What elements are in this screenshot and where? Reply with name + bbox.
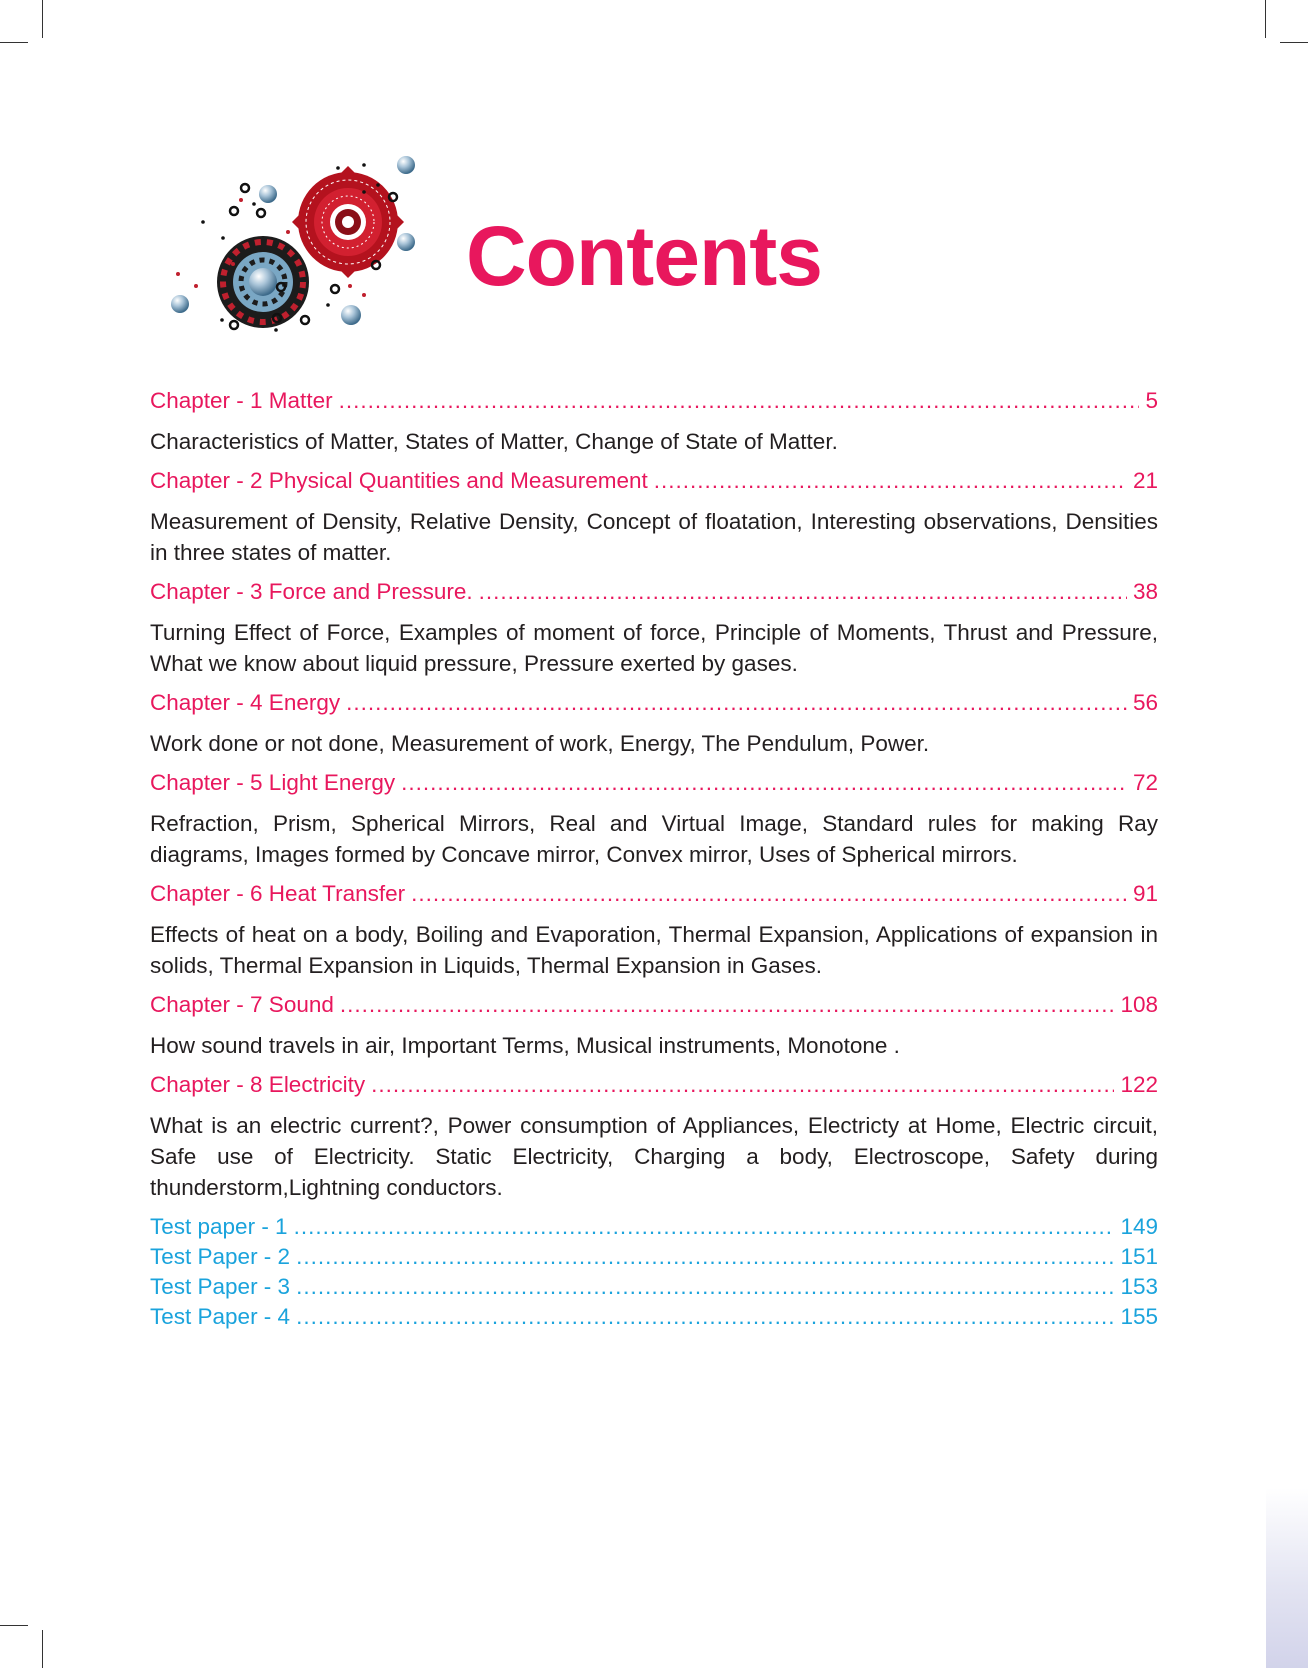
- toc-chapter-7[interactable]: [150, 990, 1158, 1020]
- crop-mark: [0, 1625, 28, 1626]
- page-number: 38: [1132, 579, 1158, 604]
- test-paper-label: Test paper - 1: [150, 1214, 288, 1239]
- chapter-topics: How sound travels in air, Important Terms, Musical instruments, Monotone .: [150, 1033, 900, 1058]
- page-number: 149: [1120, 1214, 1158, 1239]
- page-number: 91: [1132, 881, 1158, 906]
- crop-mark: [1280, 42, 1308, 43]
- page-title: Contents: [466, 209, 822, 303]
- toc-chapter-4[interactable]: [150, 688, 1158, 718]
- page-number: 21: [1132, 468, 1158, 493]
- leader-dots: [339, 386, 1140, 416]
- leader-dots: [411, 879, 1127, 909]
- test-paper-label: Test Paper - 2: [150, 1244, 291, 1269]
- toc-chapter-8[interactable]: [150, 1070, 1158, 1100]
- toc-test-paper-1[interactable]: [150, 1212, 1158, 1242]
- chapter-label: Chapter - 3 Force and Pressure.: [150, 579, 473, 604]
- test-paper-label: Test Paper - 3: [150, 1274, 291, 1299]
- chapter-topics: Measurement of Density, Relative Density, Concept of floatation, Interesting observations, Densities in three states of matter.: [150, 509, 1158, 565]
- crop-mark: [42, 0, 43, 38]
- gears-molecules-icon: [168, 152, 458, 362]
- leader-dots: [371, 1070, 1114, 1100]
- chapter-topics: Effects of heat on a body, Boiling and Evaporation, Thermal Expansion, Applications of expansion in solids, Thermal Expansion in Liquids, Thermal Expansion in Gases.: [150, 922, 1158, 978]
- page-number: 153: [1120, 1274, 1158, 1299]
- crop-mark: [0, 42, 28, 43]
- crop-mark: [1265, 0, 1266, 38]
- leader-dots: [340, 990, 1115, 1020]
- chapter-topics: Turning Effect of Force, Examples of moment of force, Principle of Moments, Thrust and Pressure, What we know about liquid pressure, Pressure exerted by gases.: [150, 620, 1158, 676]
- leader-dots: [296, 1272, 1114, 1302]
- page-number: 122: [1120, 1072, 1158, 1097]
- leader-dots: [654, 466, 1127, 496]
- toc-test-paper-4[interactable]: [150, 1302, 1158, 1332]
- page-number: 155: [1120, 1304, 1158, 1329]
- leader-dots: [296, 1242, 1114, 1272]
- page-number: 5: [1145, 388, 1158, 413]
- chapter-label: Chapter - 5 Light Energy: [150, 770, 396, 795]
- toc-chapter-6[interactable]: [150, 879, 1158, 909]
- page-number: 108: [1120, 992, 1158, 1017]
- leader-dots: [346, 688, 1127, 718]
- chapter-label: Chapter - 2 Physical Quantities and Measurement: [150, 468, 648, 493]
- chapter-label: Chapter - 1 Matter: [150, 388, 333, 413]
- test-paper-label: Test Paper - 4: [150, 1304, 291, 1329]
- toc-chapter-2[interactable]: [150, 466, 1158, 496]
- chapter-label: Chapter - 6 Heat Transfer: [150, 881, 406, 906]
- chapter-topics: What is an electric current?, Power consumption of Appliances, Electricty at Home, Electric circuit, Safe use of Electricity. Static Electricity, Charging a body, Electroscope, Safety during thunderstorm,Lightning conductors.: [150, 1113, 1158, 1200]
- leader-dots: [296, 1302, 1114, 1332]
- toc-test-paper-2[interactable]: [150, 1242, 1158, 1272]
- toc-chapter-5[interactable]: [150, 768, 1158, 798]
- leader-dots: [479, 577, 1127, 607]
- leader-dots: [401, 768, 1127, 798]
- page-number: 151: [1120, 1244, 1158, 1269]
- table-of-contents: [150, 386, 1158, 1332]
- page-number: 56: [1132, 690, 1158, 715]
- crop-mark: [42, 1630, 43, 1668]
- chapter-label: Chapter - 7 Sound: [150, 992, 334, 1017]
- test-papers-list: [150, 1212, 1158, 1332]
- chapter-topics: Refraction, Prism, Spherical Mirrors, Real and Virtual Image, Standard rules for making Ray diagrams, Images formed by Concave mirror, Convex mirror, Uses of Spherical mirrors.: [150, 811, 1158, 867]
- chapter-label: Chapter - 8 Electricity: [150, 1072, 366, 1097]
- page-corner-shade: [1266, 1488, 1308, 1668]
- chapter-label: Chapter - 4 Energy: [150, 690, 341, 715]
- toc-test-paper-3[interactable]: [150, 1272, 1158, 1302]
- chapter-topics: Work done or not done, Measurement of work, Energy, The Pendulum, Power.: [150, 731, 930, 756]
- page-number: 72: [1132, 770, 1158, 795]
- chapter-topics: Characteristics of Matter, States of Matter, Change of State of Matter.: [150, 429, 838, 454]
- leader-dots: [294, 1212, 1115, 1242]
- toc-chapter-1[interactable]: [150, 386, 1158, 416]
- toc-chapter-3[interactable]: [150, 577, 1158, 607]
